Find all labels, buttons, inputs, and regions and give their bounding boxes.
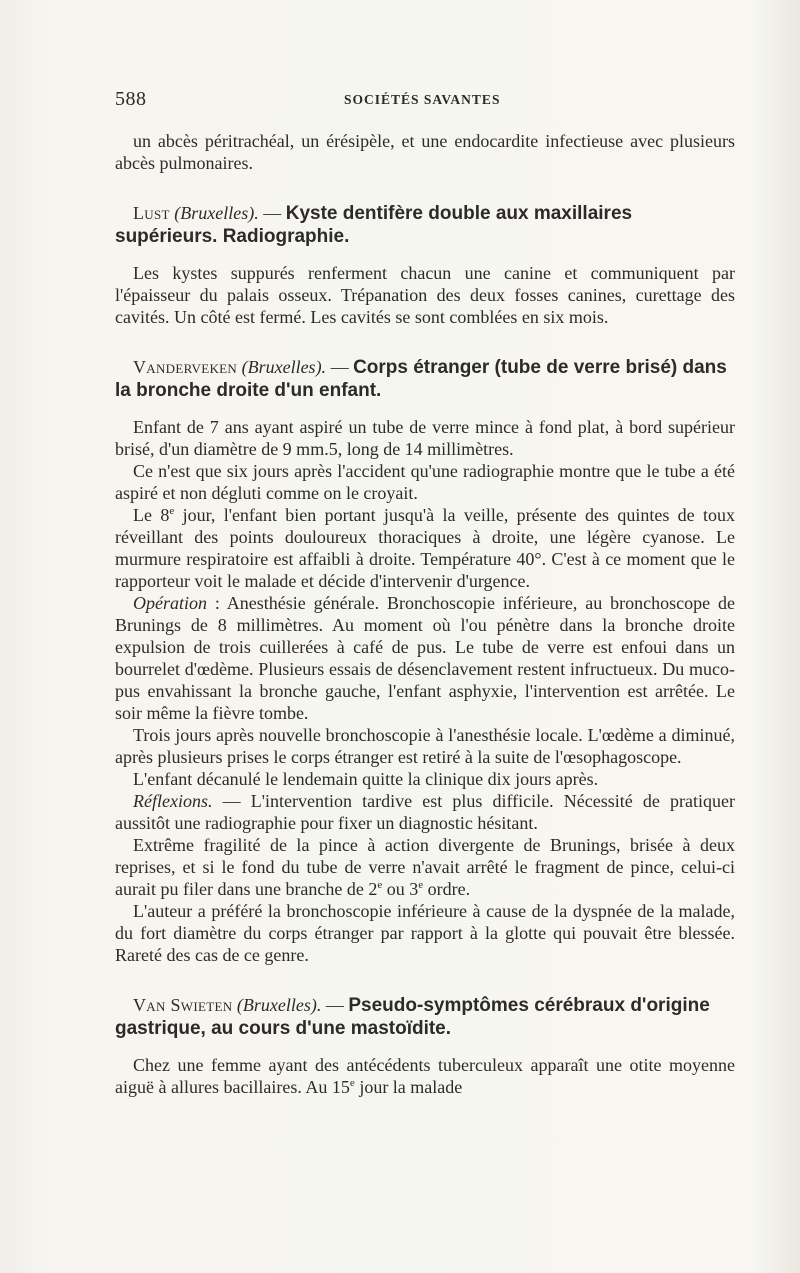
entry-lust [115,202,735,328]
superscript: e [377,879,383,891]
entry-paragraph [115,834,735,900]
entry-paragraph: L'auteur a préféré la bronchoscopie inférieure à cause de la dyspnée de la malade, du fort diamètre du corps étranger par rapport à la glotte qui pouvait être blessée. Rareté des cas de ce genre. [115,901,735,965]
entry-paragraph: L'enfant décanulé le lendemain quitte la clinique dix jours après. [133,769,599,789]
entry-paragraph: Enfant de 7 ans ayant aspiré un tube de verre mince à fond plat, à bord supérieur brisé, d'un diamètre de 9 mm.5, long de 14 millimètres. [115,417,735,459]
author-place: (Bruxelles). [174,203,259,223]
author-name: Vanderveken [133,357,238,377]
entry-van-swieten [115,994,735,1098]
page-number: 588 [115,88,147,110]
entry-paragraph: Les kystes suppurés renferment chacun une canine et communiquent par l'épaisseur du palais osseux. Trépanation des deux fosses canines, curettage des cavités. Un côté est fermé. Les cavités se sont comblées en six mois. [115,263,735,327]
text-run: jour, l'enfant bien portant jusqu'à la veille, présente des quintes de toux réveillant des points douloureux thoraciques à droite, une légère cyanose. Le murmure respiratoire est affaibli à droite. Température 40°. C'est à ce moment que le rapporteur voit le malade et décide d'intervenir d'urgence. [115,505,735,591]
text-run: — L'intervention tardive est plus difficile. Nécessité de pratiquer aussitôt une radiographie pour fixer un diagnostic hésitant. [115,791,735,833]
entry-paragraph [115,790,735,834]
entry-heading [115,356,735,402]
text-run: Chez une femme ayant des antécédents tuberculeux apparaît une otite moyenne aiguë à allures bacillaires. Au 15 [115,1055,735,1097]
entry-heading [115,994,735,1040]
entry-title: Pseudo-symptômes cérébraux d'origine gastrique, au cours d'une mastoïdite. [115,995,710,1039]
heading-dash: — [326,357,354,377]
entry-paragraph: Trois jours après nouvelle bronchoscopie à l'anesthésie locale. L'œdème a diminué, après plusieurs prises le corps étranger est retiré à la suite de l'œsophagoscope. [115,725,735,767]
entry-paragraph [115,592,735,724]
superscript: e [418,879,424,891]
author-name: Lust [133,203,170,223]
entry-paragraph [115,504,735,592]
page-body [115,130,735,1098]
text-run: ordre. [423,879,471,899]
page-header [115,88,735,114]
heading-dash: — [321,995,349,1015]
paragraph-label: Réflexions. [133,791,213,811]
text-run: jour la malade [354,1077,463,1097]
entry-paragraph [115,1054,735,1098]
running-title: SOCIÉTÉS SAVANTES [344,92,501,107]
heading-dash: — [258,203,286,223]
text-run: ou 3 [382,879,419,899]
superscript: e [169,505,175,517]
entry-heading [115,202,735,248]
superscript: e [349,1077,355,1089]
author-place: (Bruxelles). [236,995,322,1015]
text-run: : Anesthésie générale. Bronchoscopie inférieure, au bronchoscope de Brunings de 8 millimètres. Au moment où l'ou pénètre dans la bronche droite expulsion de trois cuillerées à café de pus. Le tube de verre est enfoui dans un bourrelet d'œdème. Plusieurs essais de désenclavement restent infructueux. Du muco-pus envahissant la bronche gauche, l'enfant asphyxie, l'intervention est arrêtée. Le soir même la fièvre tombe. [115,593,735,723]
paragraph-label: Opération [133,593,207,613]
entry-title: Kyste dentifère double aux maxillaires supérieurs. Radiographie. [115,203,633,247]
entry-vanderveken [115,356,735,966]
author-place: (Bruxelles). [241,357,327,377]
text-run: Extrême fragilité de la pince à action divergente de Brunings, brisée à deux reprises, et si le fond du tube de verre n'avait arrêté le fragment de pince, celui-ci aurait pu filer dans une branche de 2 [115,835,735,899]
entry-paragraph: Ce n'est que six jours après l'accident qu'une radiographie montre que le tube a été aspiré et non dégluti comme on le croyait. [115,461,735,503]
text-run: Le 8 [133,505,170,525]
author-name: Van Swieten [133,995,233,1015]
entry-title: Corps étranger (tube de verre brisé) dans la bronche droite d'un enfant. [115,357,727,401]
intro-paragraph: un abcès péritrachéal, un érésipèle, et une endocardite infectieuse avec plusieurs abcès pulmonaires. [115,131,735,173]
